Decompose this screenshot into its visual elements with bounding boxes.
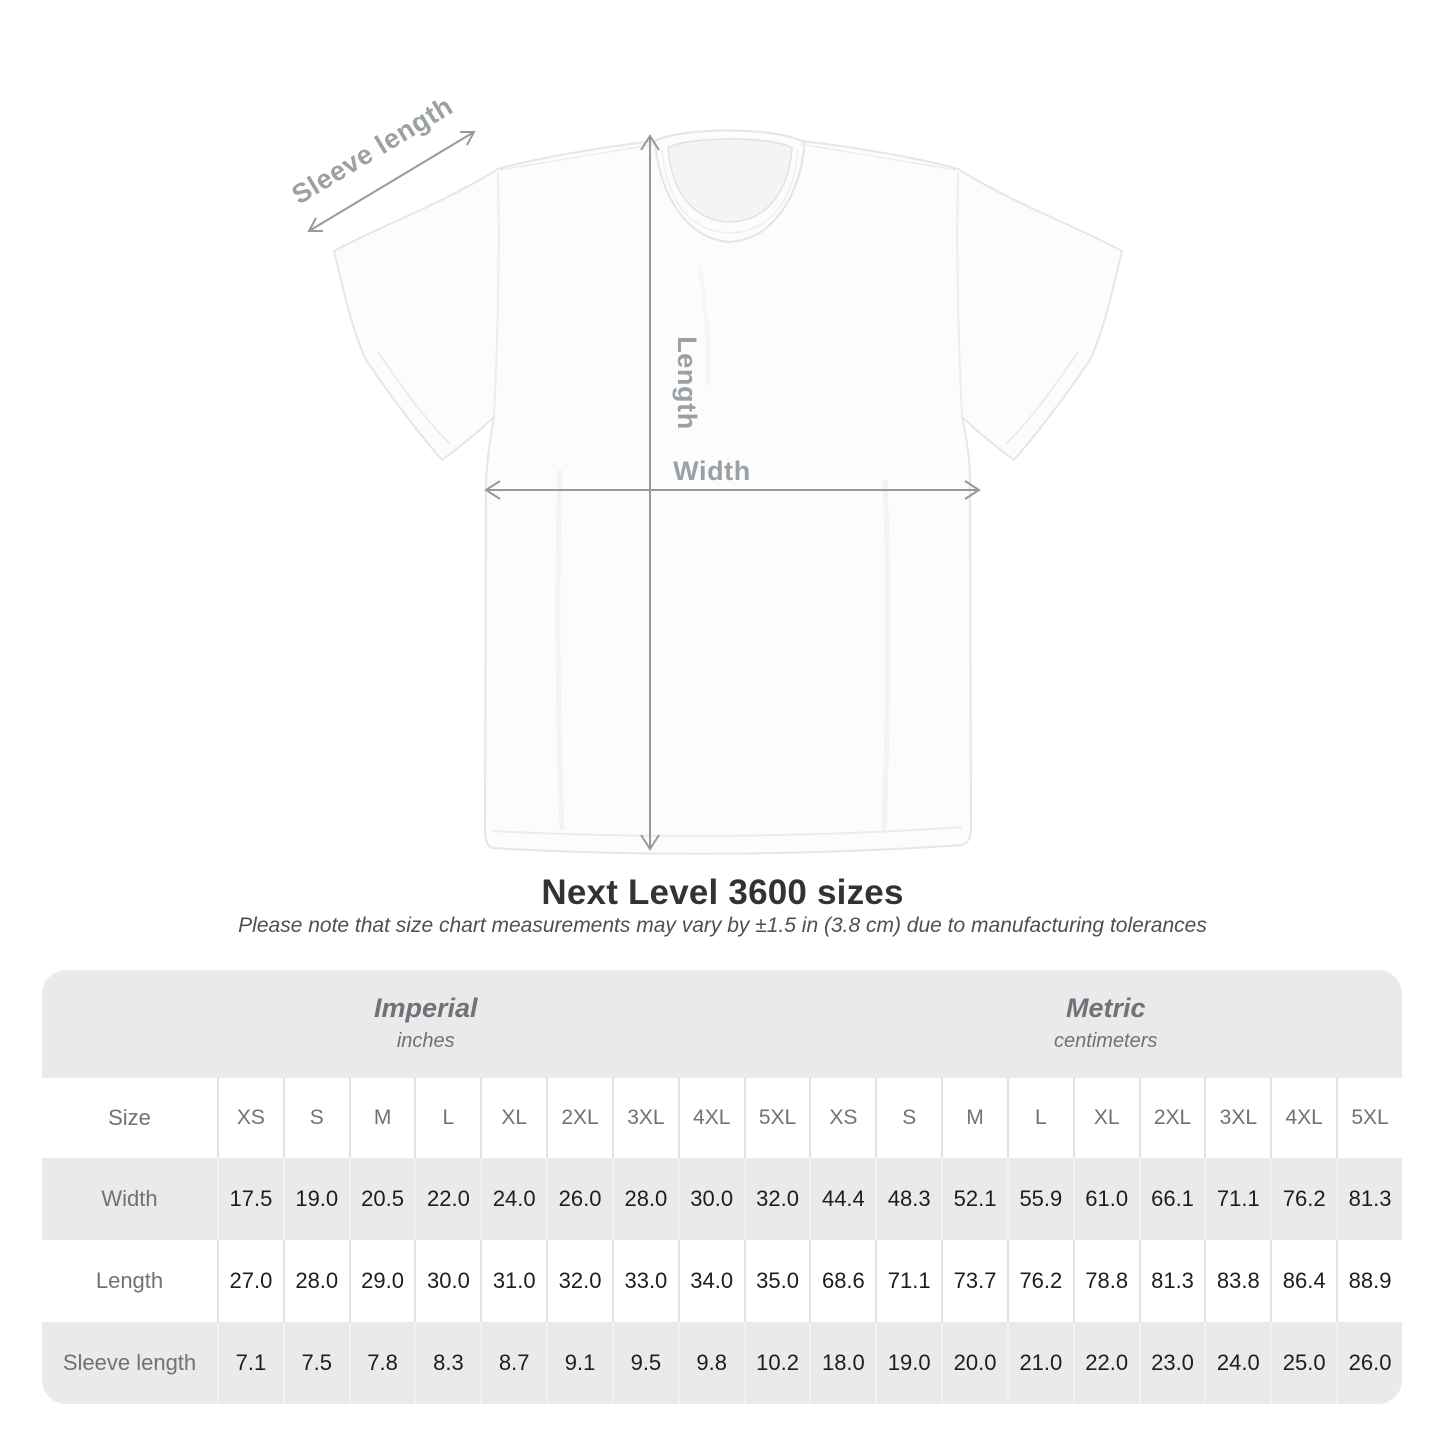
size-header-imperial-3xl: 3XL (612, 1078, 678, 1158)
value-cell-imperial: 28.0 (612, 1158, 678, 1240)
value-cell-imperial: 32.0 (546, 1240, 612, 1322)
value-cell-imperial: 20.5 (349, 1158, 415, 1240)
value-cell-metric: 61.0 (1073, 1158, 1139, 1240)
value-cell-imperial: 24.0 (480, 1158, 546, 1240)
size-chart-table (42, 970, 1402, 1404)
size-header-imperial-s: S (283, 1078, 349, 1158)
table-body (42, 1158, 1402, 1404)
size-chart (42, 970, 1402, 1404)
value-cell-metric: 71.1 (875, 1240, 941, 1322)
size-header-imperial-5xl: 5XL (744, 1078, 810, 1158)
value-cell-imperial: 8.3 (414, 1322, 480, 1404)
value-cell-metric: 25.0 (1270, 1322, 1336, 1404)
value-cell-metric: 20.0 (941, 1322, 1007, 1404)
value-cell-imperial: 9.1 (546, 1322, 612, 1404)
value-cell-imperial: 27.0 (217, 1240, 283, 1322)
value-cell-metric: 81.3 (1139, 1240, 1205, 1322)
width-label: Width (673, 456, 751, 486)
value-cell-metric: 22.0 (1073, 1322, 1139, 1404)
value-cell-metric: 48.3 (875, 1158, 941, 1240)
value-cell-imperial: 31.0 (480, 1240, 546, 1322)
value-cell-metric: 83.8 (1204, 1240, 1270, 1322)
page-title: Next Level 3600 sizes (541, 873, 904, 912)
size-header-metric-3xl: 3XL (1204, 1078, 1270, 1158)
tshirt-body-shape (334, 131, 1122, 854)
length-label: Length (672, 336, 702, 430)
size-header-metric-xl: XL (1073, 1078, 1139, 1158)
size-header-metric-5xl: 5XL (1336, 1078, 1402, 1158)
value-cell-imperial: 9.5 (612, 1322, 678, 1404)
value-cell-metric: 18.0 (809, 1322, 875, 1404)
tshirt-graphic (334, 131, 1122, 854)
value-cell-imperial: 32.0 (744, 1158, 810, 1240)
value-cell-imperial: 26.0 (546, 1158, 612, 1240)
value-cell-imperial: 29.0 (349, 1240, 415, 1322)
size-column-label: Size (42, 1078, 217, 1158)
size-header-imperial-4xl: 4XL (678, 1078, 744, 1158)
value-cell-imperial: 19.0 (283, 1158, 349, 1240)
value-cell-imperial: 30.0 (414, 1240, 480, 1322)
value-cell-metric: 68.6 (809, 1240, 875, 1322)
size-header-metric-m: M (941, 1078, 1007, 1158)
value-cell-imperial: 22.0 (414, 1158, 480, 1240)
unit-group-header-metric (809, 970, 1402, 1078)
unit-sublabel: inches (396, 1029, 455, 1052)
value-cell-metric: 86.4 (1270, 1240, 1336, 1322)
size-header-metric-4xl: 4XL (1270, 1078, 1336, 1158)
size-header-row (42, 1078, 1402, 1158)
row-label: Sleeve length (42, 1322, 217, 1404)
value-cell-imperial: 7.1 (217, 1322, 283, 1404)
value-cell-metric: 78.8 (1073, 1240, 1139, 1322)
table-head (42, 970, 1402, 1158)
value-cell-metric: 73.7 (941, 1240, 1007, 1322)
unit-sublabel: centimeters (1054, 1029, 1158, 1052)
table-row-length (42, 1240, 1402, 1322)
value-cell-imperial: 28.0 (283, 1240, 349, 1322)
row-label: Length (42, 1240, 217, 1322)
size-header-metric-xs: XS (809, 1078, 875, 1158)
value-cell-imperial: 8.7 (480, 1322, 546, 1404)
unit-header-row (42, 970, 1402, 1078)
value-cell-imperial: 9.8 (678, 1322, 744, 1404)
unit-label: Metric (1065, 993, 1146, 1024)
value-cell-metric: 21.0 (1007, 1322, 1073, 1404)
unit-label: Imperial (373, 993, 478, 1024)
value-cell-imperial: 35.0 (744, 1240, 810, 1322)
size-header-imperial-l: L (414, 1078, 480, 1158)
value-cell-metric: 26.0 (1336, 1322, 1402, 1404)
size-header-metric-2xl: 2XL (1139, 1078, 1205, 1158)
table-row-sleeve-length (42, 1322, 1402, 1404)
value-cell-metric: 44.4 (809, 1158, 875, 1240)
sleeve-length-label: Sleeve length (286, 90, 459, 210)
value-cell-metric: 76.2 (1007, 1240, 1073, 1322)
size-header-imperial-m: M (349, 1078, 415, 1158)
value-cell-metric: 81.3 (1336, 1158, 1402, 1240)
value-cell-metric: 66.1 (1139, 1158, 1205, 1240)
value-cell-metric: 88.9 (1336, 1240, 1402, 1322)
value-cell-metric: 55.9 (1007, 1158, 1073, 1240)
value-cell-metric: 76.2 (1270, 1158, 1336, 1240)
value-cell-imperial: 34.0 (678, 1240, 744, 1322)
value-cell-metric: 71.1 (1204, 1158, 1270, 1240)
value-cell-metric: 19.0 (875, 1322, 941, 1404)
size-header-imperial-xs: XS (217, 1078, 283, 1158)
size-header-metric-l: L (1007, 1078, 1073, 1158)
value-cell-imperial: 17.5 (217, 1158, 283, 1240)
value-cell-imperial: 30.0 (678, 1158, 744, 1240)
value-cell-imperial: 7.8 (349, 1322, 415, 1404)
size-header-imperial-2xl: 2XL (546, 1078, 612, 1158)
size-header-metric-s: S (875, 1078, 941, 1158)
tolerance-note: Please note that size chart measurements may vary by ±1.5 in (3.8 cm) due to manufacturing tolerances (238, 914, 1207, 937)
row-label: Width (42, 1158, 217, 1240)
unit-group-header-imperial (42, 970, 809, 1078)
value-cell-metric: 23.0 (1139, 1322, 1205, 1404)
value-cell-imperial: 33.0 (612, 1240, 678, 1322)
value-cell-metric: 24.0 (1204, 1322, 1270, 1404)
size-header-imperial-xl: XL (480, 1078, 546, 1158)
value-cell-imperial: 7.5 (283, 1322, 349, 1404)
value-cell-metric: 52.1 (941, 1158, 1007, 1240)
value-cell-imperial: 10.2 (744, 1322, 810, 1404)
table-row-width (42, 1158, 1402, 1240)
